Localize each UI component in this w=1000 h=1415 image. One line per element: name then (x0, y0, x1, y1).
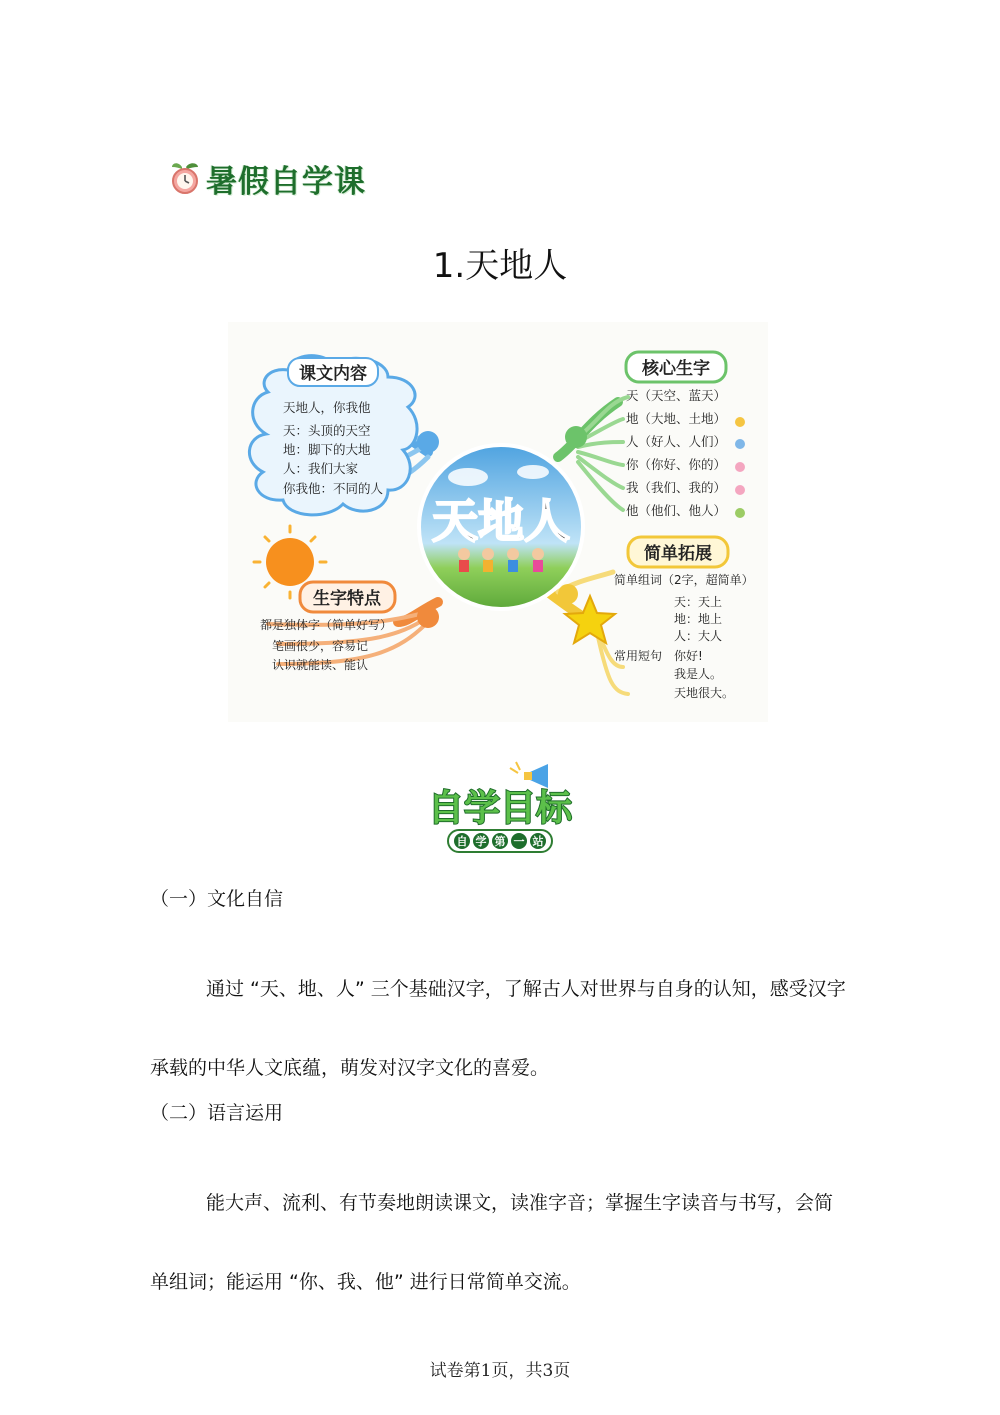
branch-text-content (249, 356, 417, 515)
extension-group-label: 简单组词（2字，超简单） (614, 573, 754, 587)
text-content-item: 地：脚下的大地 (283, 442, 371, 457)
branch-extension (614, 537, 754, 700)
text-content-item: 人：我们大家 (283, 461, 359, 476)
text-content-item: 天地人，你我他 (283, 400, 371, 415)
page-footer: 试卷第1页，共3页 (429, 1361, 571, 1381)
mind-map (228, 322, 768, 722)
core-char-item: 你（你好、你的） (626, 457, 727, 472)
section-heading-culture: （一）文化自信 (150, 888, 284, 910)
star-icon (565, 596, 615, 643)
central-node (419, 445, 583, 609)
core-char-item: 天（天空、蓝天） (626, 388, 727, 403)
megaphone-icon (510, 762, 548, 788)
badge-title: 自学目标 (427, 788, 573, 829)
core-chars-heading: 核心生字 (642, 359, 710, 379)
core-char-item: 地（大地、土地） (626, 411, 727, 426)
section-heading-language: （二）语言运用 (150, 1102, 284, 1124)
core-char-item: 他（他们、他人） (626, 503, 727, 518)
branch-char-features (260, 582, 395, 672)
pig-icon (735, 462, 745, 472)
char-feature-item: 认识就能读、能认 (272, 658, 369, 672)
badge-subtitle-char: 站 (532, 835, 544, 848)
extension-word: 地：地上 (674, 612, 723, 626)
face-icon (735, 439, 745, 449)
extension-phrase: 你好! (674, 649, 703, 663)
text-content-heading: 课文内容 (299, 364, 367, 384)
extension-phrase-label: 常用短句 (614, 649, 663, 663)
char-features-heading: 生字特点 (313, 589, 381, 609)
extension-word: 天：天上 (674, 595, 723, 609)
logo-text: 暑假自学课 (206, 163, 366, 200)
pig-icon (735, 485, 745, 495)
text-content-item: 天：头顶的天空 (283, 423, 371, 438)
badge-subtitle-char: 学 (475, 835, 487, 848)
text-content-item: 你我他：不同的人 (283, 481, 384, 496)
char-feature-item: 都是独体字（简单好写） (260, 618, 393, 632)
branch-core-chars (626, 352, 745, 518)
page-title: 1.天地人 (432, 246, 568, 286)
header-logo (168, 156, 366, 200)
section-body-language: 能大声、流利、有节奏地朗读课文，读准字音；掌握生字读音与书写，会简单组词；能运用 “你、我、他” 进行日常简单交流。 (150, 1192, 834, 1293)
mindmap-center-title: 天地人 (432, 494, 570, 548)
extension-heading: 简单拓展 (644, 544, 712, 564)
core-char-item: 人（好人、人们） (626, 434, 727, 449)
char-feature-item: 笔画很少，容易记 (272, 639, 369, 653)
tea-icon (735, 508, 745, 518)
badge-subtitle-char: 自 (456, 835, 468, 848)
section-body-culture: 通过 “天、地、人” 三个基础汉字，了解古人对世界与自身的认知，感受汉字承载的中华人文底蕴，萌发对汉字文化的喜爱。 (150, 978, 846, 1079)
badge-subtitle-char: 第 (494, 835, 506, 848)
peach-clock-icon (168, 161, 202, 195)
sun-icon (735, 417, 745, 427)
extension-word: 人：大人 (674, 629, 723, 643)
extension-phrase: 我是人。 (674, 667, 723, 681)
core-char-item: 我（我们、我的） (626, 480, 727, 495)
self-study-goals-badge (420, 758, 580, 854)
badge-subtitle-char: 一 (513, 835, 525, 848)
extension-phrase: 天地很大。 (674, 686, 735, 700)
